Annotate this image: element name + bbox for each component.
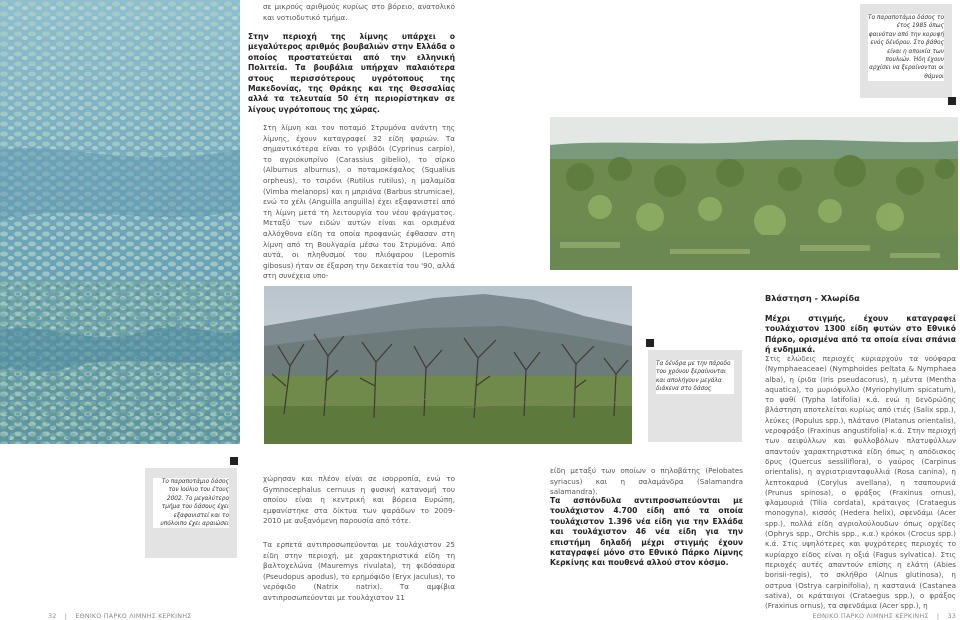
amphibians-text: είδη μεταξύ των οποίων ο πηλοβάτης (Pelobates syriacus) και η σαλαμάνδρα (Salamandra salamandra). — [550, 466, 743, 497]
caption-middle-text: Τα δένδρα με την πάροδο του χρόνου ξεραίνονται και απολήγουν μεγάλα διάκενα στο δάσος — [656, 360, 734, 394]
caption-marker — [646, 339, 654, 347]
flora-paragraph: Στις ελώδεις περιοχές κυριαρχούν τα νούφαρα (Nymphaeaceae) (Nymphoides peltata & Nymphaea alba), η ίριδα (Iris pseudacorus), η μέντα (Mentha aquatica), το μυριόφυλλο (Myriophyllum spicatum), το ψαθί (Typha latifolia) κ.ά. ενώ η δενδρώδης βλάστηση αποτελείται κυρίως από ιτιές (Salix spp.), λεύκες (Populus spp.), πλάτανο (Platanus orientalis), νεροφράξο (Fraxinus angustifolia) κ.ά. Στην περιοχή των αειφύλλων και φυλλοβόλων πλατυφύλλων απαντούν χαρακτηριστικά είδη όπως η απόδισκος δρυς (Quercus sessiliflora), ο γαύρος (Carpinus orientalis), η αγριοτριανταφυλλιά (Rosa canina), η λεπτοκαρυά (Corylus avellana), η τσαπουρνιά (Prunus spinosa), ο φράξος (Fraxinus ornus), φλαμουριά (Tilia cordata), κράταιγος (Crataegus monogyna), κισσός (Hedera helix), σφενδάμι (Acer spp.), πολλά είδη αγριολούλουδων όπως ορχίδες (Ophrys spp., Orchis spp., κ.α.) κρόκοι (Crocus spp.) κ.ά. Στις υψηλότερες και ψυχρότερες περιοχές το κυρίαρχο είδος είναι η οξιά (Fagus sylvatica). Στις περιοχές αυτές απαντούν επίσης η ελάτη (Abies borisii-regis), το σκλήθρο (Alnus glutinosa), η οστρυα (Ostrya carpinifolia), η καστανιά (Castanea sativa), οι κράταιγοι (Crataegus spp.), ο φράξος (Fraxinus ornus), τα σφενδάμια (Acer spp.), η — [765, 354, 956, 611]
water-lilies-photo — [0, 0, 240, 444]
footer-separator: | — [64, 612, 68, 620]
caption-top-text: Το παραποτάμιο δάσος το έτος 1985 όπως φαινόταν από την κορυφή ενός δένδρου. Στο βάθος είναι η αποικία των πουλιών. Ήδη έχουν αρχίσει να ξεραίνονται οι θάμνοι — [868, 15, 944, 80]
reptiles-paragraph: Τα ερπετά αντιπροσωπεύονται με τουλάχιστον 25 είδη στην περιοχή, με χαρακτηριστικά είδη τη βαλτοχελώνα (Mauremys rivulata), τη φιδόσαυρα (Pseudopus apodus), το ερημόφιδο (Eryx jaculus), το νερόφιδο (Natrix natrix). Τα αμφίβια αντιπροσωπεύονται με τουλάχιστον 11 — [263, 540, 455, 602]
caption-left-text: Το παραποτάμιο δάσος τον Ιούλιο του έτους 2002. Το μεγαλύτερο τμήμα του δάσους έχει εξαφανιστεί και το υπόλοιπο έχει αραιώσει — [153, 478, 229, 528]
caption-frame-middle — [648, 350, 742, 442]
fish-continued-text: χώρησαν και πλέον είναι σε ισορροπία, ενώ το Gymnocephalus cernuus η φυσική κατανομή του οποίου είναι η κεντρική και βόρεια Ευρώπη, εμφανίστηκε στα δίκτυα των ψαράδων το 2009-2010 με αυξανόμενη παρουσία από τότε. — [263, 474, 455, 526]
fish-paragraph: Στη λίμνη και τον ποταμό Στρυμόνα ανάντη της λίμνης, έχουν καταγραφεί 32 είδη ψαριών. Τα σημαντικότερα είναι το γριβάδι (Cyprinus carpio), το αγριοκυπρίνο (Carassius gibelio), το σίρκο (Alburnus alburnus), ο ποταμοκέφαλος (Squalius orpheus), το τσιρόνι (Rutilus rutilus), η μαλαμίδα (Vimba melanops) και η μπριάνα (Barbus strumicae), ενώ το χέλι (Anguilla anguilla) έχει εξαφανιστεί από τη λίμνη μετά τη λειτουργία του νέου φράγματος. Μεταξύ των ειδών αυτών είναι και ορισμένα αλλόχθονα είδη τα οποία προφανώς έφθασαν στη λίμνη από τη Βουλγαρία μέσω του Στρυμόνα. Από αυτά, οι πληθυσμοί του πλιόψαρου (Lepomis gibosus) ήταν σε έξαρση την δεκαετία του '90, αλλά στη συνέχεια υπο- — [263, 123, 455, 281]
intro-text: σε μικρούς αριθμούς κυρίως στο βόρειο, ανατολικό και νοτιοδυτικό τμήμα. — [263, 2, 455, 22]
footer-title-left: ΕΘΝΙΚΟ ΠΑΡΚΟ ΛΙΜΝΗΣ ΚΕΡΚΙΝΗΣ — [75, 612, 192, 620]
dead-forest-photo — [264, 286, 632, 444]
riparian-forest-photo — [550, 117, 958, 270]
invertebrates-text: Τα ασπόνδυλα αντιπροσωπεύονται με τουλάχιστον 4.700 είδη από τα οποία τουλάχιστον 1.396 νέα είδη για την Ελλάδα και τουλάχιστον 46 νέα είδη για την επιστήμη δηλαδή μέχρι στιγμής έχουν καταγραφεί μόνο στο Εθνικό Πάρκο Λίμνης Κερκίνης και πουθενά αλλού στον κόσμο. — [550, 496, 743, 568]
flora-intro: Μέχρι στιγμής, έχουν καταγραφεί τουλάχιστον 1300 είδη φυτών στο Εθνικό Πάρκο, ορισμένα από τα οποία είναι σπάνια ή ενδημικά. — [765, 314, 956, 355]
footer-left — [48, 612, 191, 620]
footer-title-right: ΕΘΝΙΚΟ ΠΑΡΚΟ ΛΙΜΝΗΣ ΚΕΡΚΙΝΗΣ — [812, 612, 929, 620]
footer-separator: | — [936, 612, 940, 620]
buffalo-text: Στην περιοχή της λίμνης υπάρχει ο μεγαλύτερος αριθμός βουβαλιών στην Ελλάδα ο οποίος προστατεύεται από την ελληνική Πολιτεία. Τα βουβάλια υπήρχαν παλαιότερα στους περισσότερους υγρότοπους της Μακεδονίας, της Θράκης και της Θεσσαλίας αλλά τα τελευταία 50 έτη περιορίστηκαν σε λίγους υγρότοπους της χώρας. — [248, 32, 455, 114]
footer-right — [813, 612, 956, 620]
section-title: Βλάστηση - Χλωρίδα — [765, 293, 860, 303]
caption-marker — [230, 457, 238, 465]
caption-frame-top — [860, 4, 952, 98]
caption-frame-left — [145, 468, 237, 558]
caption-marker — [948, 97, 956, 105]
page-number-left: 32 — [48, 612, 57, 620]
page-number-right: 33 — [947, 612, 956, 620]
